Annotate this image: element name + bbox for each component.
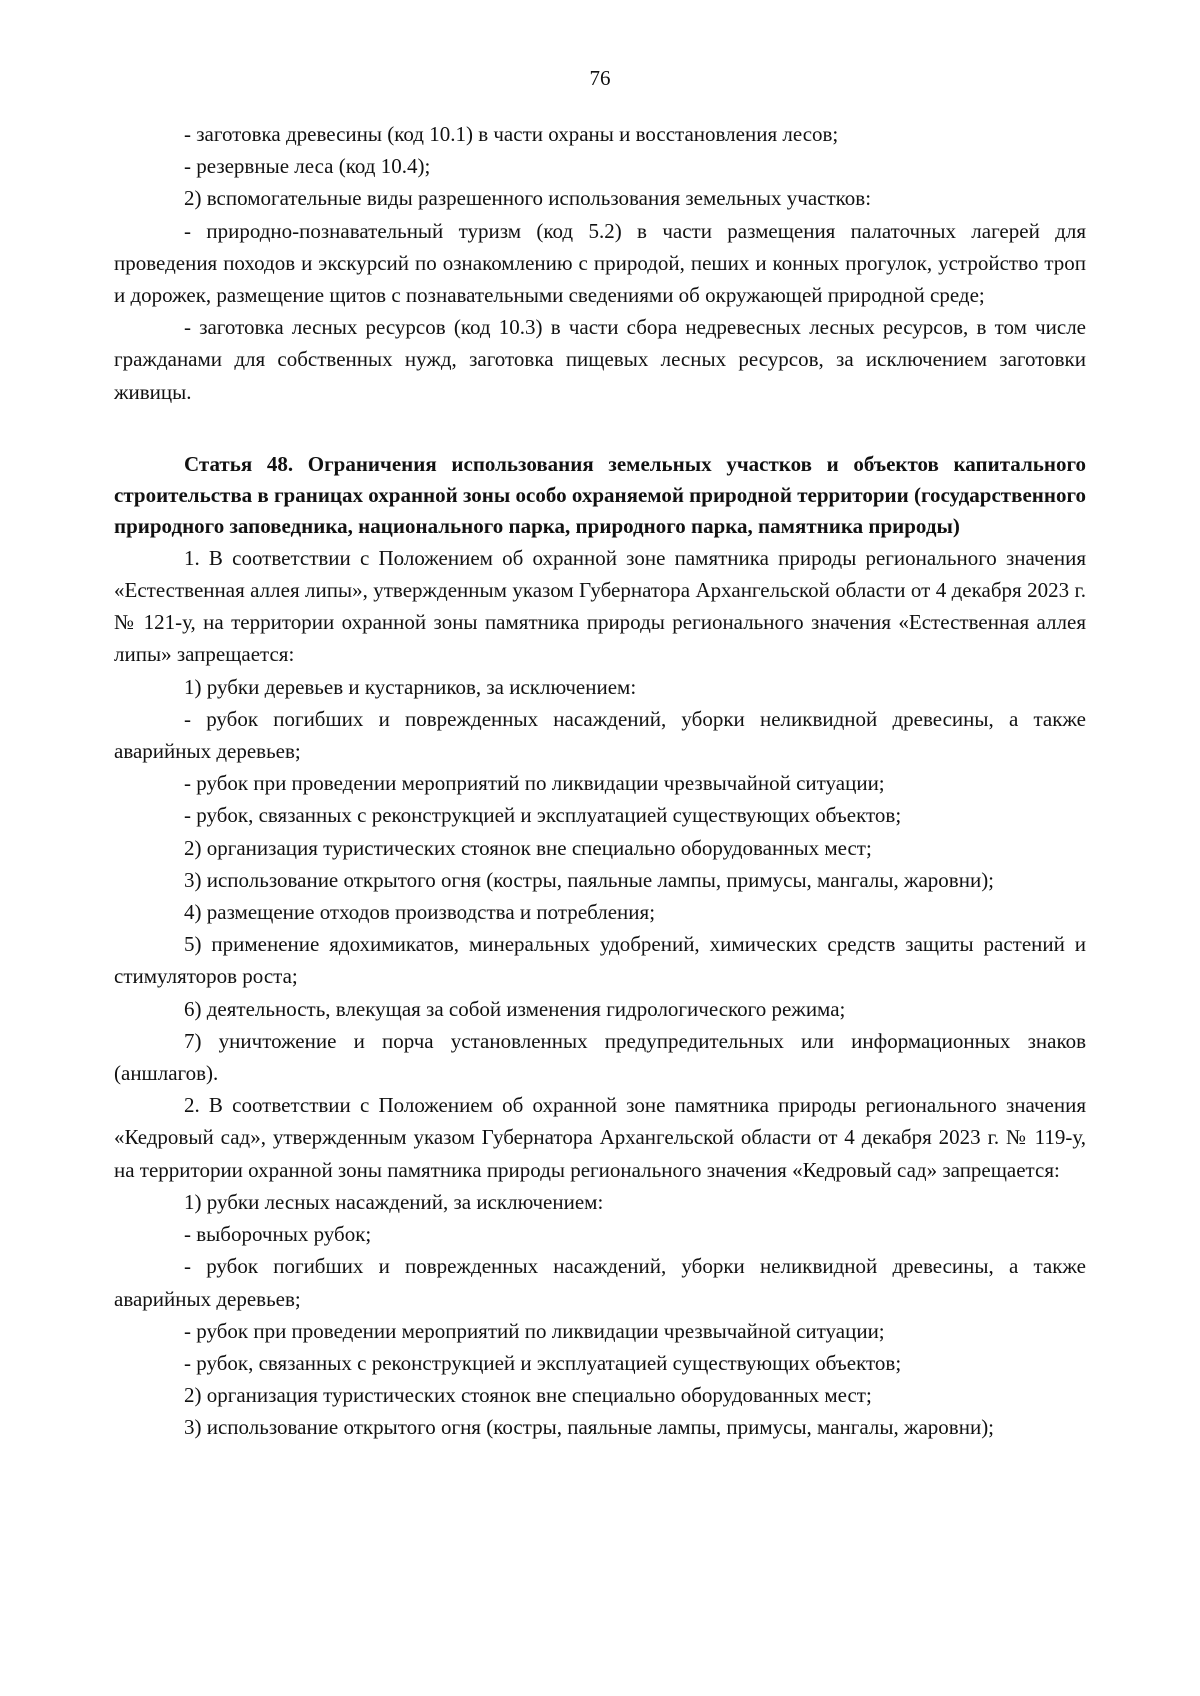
paragraph: - рубок при проведении мероприятий по ликвидации чрезвычайной ситуации; [184, 1318, 885, 1343]
paragraph: 2. В соответствии с Положением об охранной зоне памятника природы регионального значения «Кедровый сад», утвержденным указом Губернатора Архангельской области от 4 декабря 2023 г. № 119-у, на территории охранной зоны памятника природы регионального значения «Кедровый сад» запрещается: [114, 1093, 1086, 1182]
paragraph: 1) рубки лесных насаждений, за исключением: [184, 1189, 604, 1214]
paragraph: 5) применение ядохимикатов, минеральных удобрений, химических средств защиты растений и стимуляторов роста; [114, 932, 1086, 989]
paragraph: - резервные леса (код 10.4); [184, 154, 431, 179]
paragraph: 1. В соответствии с Положением об охранной зоне памятника природы регионального значения «Естественная аллея липы», утвержденным указом Губернатора Архангельской области от 4 декабря 2023 г. № 121-у, на территории охранной зоны памятника природы регионального значения «Естественная аллея липы» запрещается: [114, 545, 1086, 667]
paragraph: 3) использование открытого огня (костры, паяльные лампы, примусы, мангалы, жаровни); [184, 867, 995, 892]
paragraph: 2) вспомогательные виды разрешенного использования земельных участков: [184, 186, 872, 211]
paragraph: 2) организация туристических стоянок вне специально оборудованных мест; [184, 1383, 872, 1408]
paragraph: 2) организация туристических стоянок вне специально оборудованных мест; [184, 835, 872, 860]
paragraph: - рубок погибших и поврежденных насаждений, уборки неликвидной древесины, а также аварийных деревьев; [114, 1254, 1086, 1311]
paragraph: - рубок, связанных с реконструкцией и эксплуатацией существующих объектов; [184, 803, 902, 828]
paragraph: - выборочных рубок; [184, 1222, 372, 1247]
paragraph: - рубок, связанных с реконструкцией и эксплуатацией существующих объектов; [184, 1350, 902, 1375]
paragraph: 7) уничтожение и порча установленных предупредительных или информационных знаков (аншлагов). [114, 1028, 1086, 1086]
article-heading: Статья 48. Ограничения использования земельных участков и объектов капитального строительства в границах охранной зоны особо охраняемой природной территории (государственного природного заповедника, национального парка, природного парка, памятника природы) [114, 451, 1086, 538]
paragraph: - природно-познавательный туризм (код 5.2) в части размещения палаточных лагерей для проведения походов и экскурсий по ознакомлению с природой, пеших и конных прогулок, устройство троп и дорожек, размещение щитов с познавательными сведениями об окружающей природной среде; [114, 218, 1086, 308]
paragraph: 3) использование открытого огня (костры, паяльные лампы, примусы, мангалы, жаровни); [184, 1415, 995, 1440]
paragraph: - заготовка лесных ресурсов (код 10.3) в части сбора недревесных лесных ресурсов, в том числе гражданами для собственных нужд, заготовка пищевых лесных ресурсов, за исключением заготовки живицы. [114, 315, 1086, 404]
page-number: 76 [589, 66, 611, 90]
paragraph: 4) размещение отходов производства и потребления; [184, 900, 656, 925]
paragraph: 1) рубки деревьев и кустарников, за исключением: [184, 674, 637, 699]
paragraph: 6) деятельность, влекущая за собой изменения гидрологического режима; [184, 996, 846, 1021]
document-body [114, 118, 1086, 1444]
paragraph: - рубок погибших и поврежденных насаждений, уборки неликвидной древесины, а также аварийных деревьев; [114, 706, 1086, 764]
paragraph: - заготовка древесины (код 10.1) в части охраны и восстановления лесов; [184, 122, 839, 146]
paragraph: - рубок при проведении мероприятий по ликвидации чрезвычайной ситуации; [184, 771, 885, 796]
